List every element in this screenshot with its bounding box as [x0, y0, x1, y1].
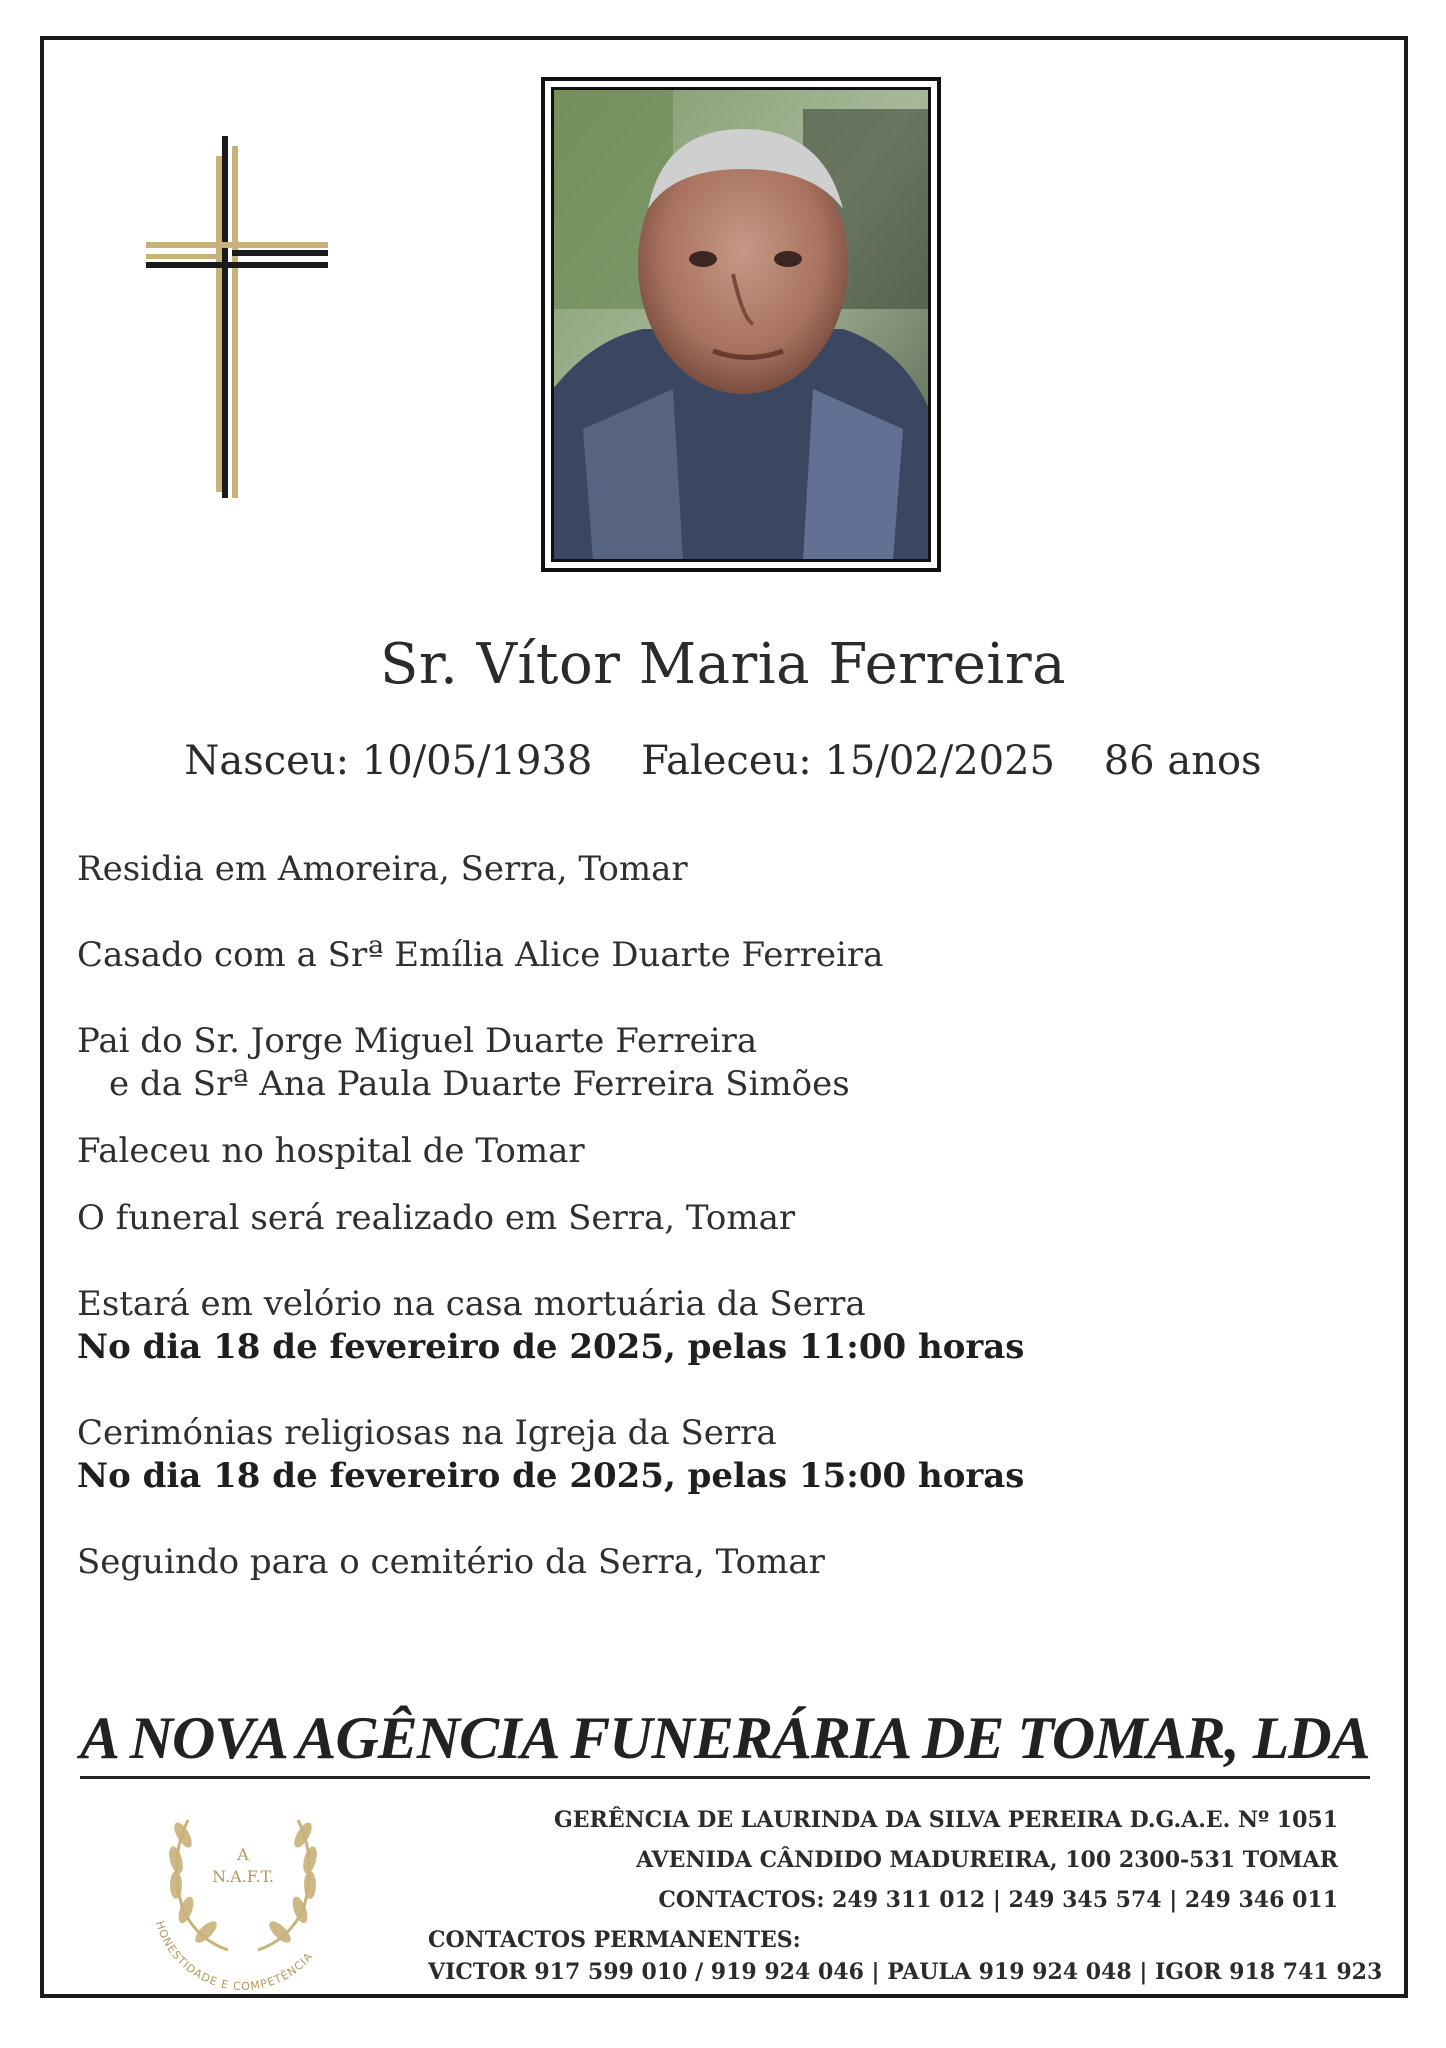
age: 86 anos: [1103, 738, 1262, 784]
ceremony-time-line: No dia 18 de fevereiro de 2025, pelas 15:00 horas: [77, 1456, 1025, 1496]
ceremony-line: Cerimónias religiosas na Igreja da Serra: [77, 1413, 777, 1453]
spouse-line: Casado com a Srª Emília Alice Duarte Ferreira: [77, 935, 884, 975]
wake-time-line: No dia 18 de fevereiro de 2025, pelas 11:00 horas: [77, 1327, 1025, 1367]
death-date: Faleceu: 15/02/2025: [641, 738, 1056, 784]
notice-body: [77, 848, 1317, 1584]
funeral-line: O funeral será realizado em Serra, Tomar: [77, 1198, 796, 1238]
agency-management: GERÊNCIA DE LAURINDA DA SILVA PEREIRA D.G.A.E. Nº 1051: [554, 1807, 1338, 1833]
deceased-name: Sr. Vítor Maria Ferreira: [380, 632, 1066, 697]
permanent-contacts-title: CONTACTOS PERMANENTES:: [428, 1927, 801, 1953]
agency-info: [554, 1800, 1338, 1920]
agency-contacts: CONTACTOS: 249 311 012 | 249 345 574 | 249 346 011: [658, 1887, 1338, 1913]
svg-text:HONESTIDADE E COMPETÊNCIA: HONESTIDADE E COMPETÊNCIA: [152, 1919, 316, 1990]
portrait-photo: [551, 87, 931, 562]
birth-date: Nasceu: 10/05/1938: [184, 738, 593, 784]
portrait-photo-frame: [541, 77, 941, 572]
burial-line: Seguindo para o cemitério da Serra, Tomar: [77, 1542, 825, 1582]
laurel-seal-icon: [128, 1780, 358, 1990]
children-line-1: Pai do Sr. Jorge Miguel Duarte Ferreira: [77, 1021, 758, 1061]
permanent-contacts-list: VICTOR 917 599 010 / 919 924 046 | PAULA 919 924 048 | IGOR 918 741 923: [428, 1959, 1383, 1985]
children-line-2: e da Srª Ana Paula Duarte Ferreira Simões: [109, 1064, 850, 1104]
svg-text:A: A: [237, 1845, 249, 1864]
wake-line: Estará em velório na casa mortuária da Serra: [77, 1284, 866, 1324]
life-dates: [0, 738, 1446, 784]
residence-line: Residia em Amoreira, Serra, Tomar: [77, 849, 688, 889]
svg-text:N.A.F.T.: N.A.F.T.: [212, 1867, 274, 1886]
agency-address: AVENIDA CÂNDIDO MADUREIRA, 100 2300-531 TOMAR: [636, 1847, 1338, 1873]
permanent-contacts: [428, 1924, 1382, 1988]
death-place-line: Faleceu no hospital de Tomar: [77, 1131, 585, 1171]
agency-name: A NOVA AGÊNCIA FUNERÁRIA DE TOMAR, LDA: [80, 1702, 1370, 1779]
cross-icon: [146, 136, 328, 498]
